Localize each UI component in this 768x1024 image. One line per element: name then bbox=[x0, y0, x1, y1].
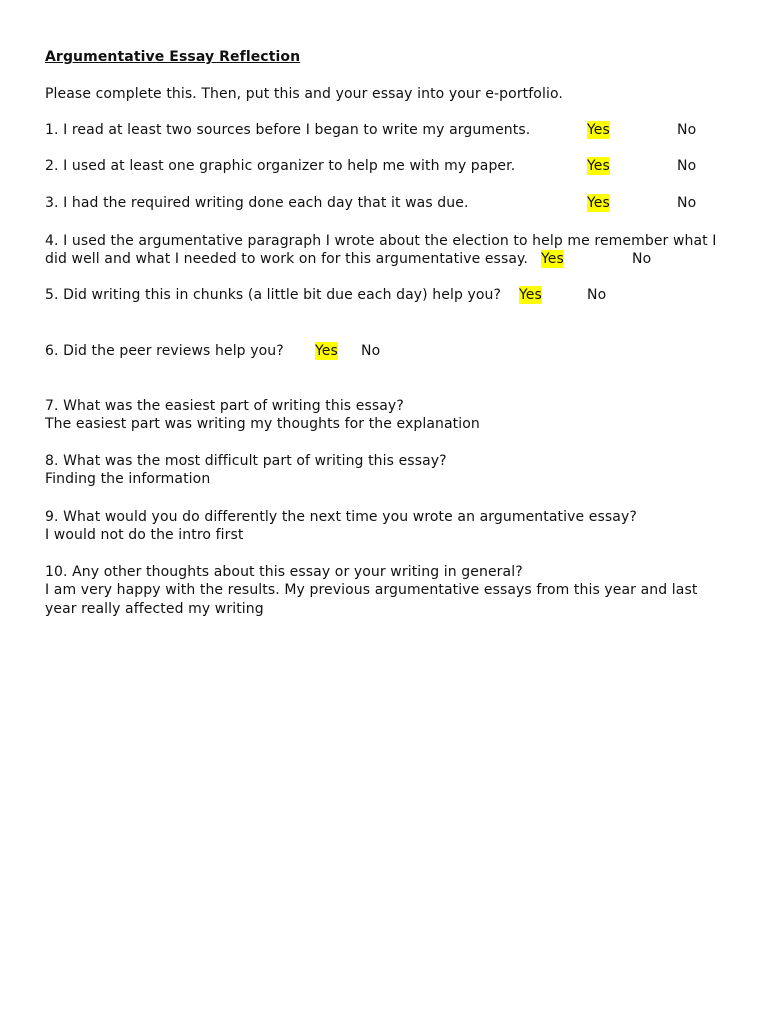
question-5-text: 5. Did writing this in chunks (a little bit due each day) help you? bbox=[45, 287, 502, 303]
question-10-text: 10. Any other thoughts about this essay or your writing in general? bbox=[45, 564, 523, 580]
question-7-text: 7. What was the easiest part of writing this essay? bbox=[45, 398, 404, 414]
question-3-text: 3. I had the required writing done each day that it was due. bbox=[45, 195, 469, 211]
question-2-text: 2. I used at least one graphic organizer to help me with my paper. bbox=[45, 158, 516, 174]
question-1-text: 1. I read at least two sources before I began to write my arguments. bbox=[45, 122, 531, 138]
question-9-text: 9. What would you do differently the next time you wrote an argumentative essay? bbox=[45, 509, 637, 525]
question-6-no: No bbox=[361, 343, 381, 359]
question-2-no: No bbox=[677, 158, 697, 174]
question-2-yes: Yes bbox=[587, 158, 610, 174]
question-5-no: No bbox=[587, 287, 607, 303]
answer-9-text: I would not do the intro first bbox=[45, 527, 244, 543]
answer-10-text-line1: I am very happy with the results. My previous argumentative essays from this year and last bbox=[45, 582, 698, 598]
question-6-yes: Yes bbox=[315, 343, 338, 359]
question-4-no: No bbox=[632, 251, 652, 267]
answer-8-text: Finding the information bbox=[45, 471, 211, 487]
question-4-yes: Yes bbox=[541, 251, 564, 267]
answer-10-text-line2: year really affected my writing bbox=[45, 601, 264, 617]
question-3-no: No bbox=[677, 195, 697, 211]
question-1-no: No bbox=[677, 122, 697, 138]
question-4-text-line2: did well and what I needed to work on for this argumentative essay. bbox=[45, 251, 528, 267]
question-1-yes: Yes bbox=[587, 122, 610, 138]
question-5-yes: Yes bbox=[519, 287, 542, 303]
page-title: Argumentative Essay Reflection bbox=[45, 49, 301, 65]
question-3-yes: Yes bbox=[587, 195, 610, 211]
question-8-text: 8. What was the most difficult part of writing this essay? bbox=[45, 453, 447, 469]
question-6-text: 6. Did the peer reviews help you? bbox=[45, 343, 284, 359]
question-4-text-line1: 4. I used the argumentative paragraph I wrote about the election to help me remember what I bbox=[45, 233, 717, 249]
intro-text: Please complete this. Then, put this and your essay into your e-portfolio. bbox=[45, 86, 563, 102]
answer-7-text: The easiest part was writing my thoughts for the explanation bbox=[45, 416, 480, 432]
